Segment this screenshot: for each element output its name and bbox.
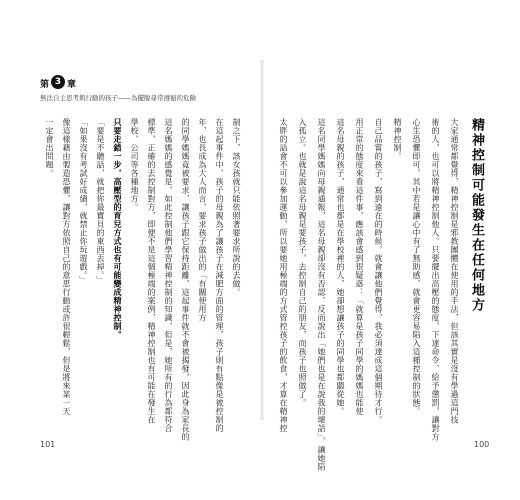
chapter-subtitle: 無法自主思考與行動的孩子——為擺脫尋常遵循的危險 (40, 94, 196, 102)
left-paragraph-line: 的同學媽媽竟被要求，讓孩子跟它保持距離，這起事件就不會被揭發，因此身為家長的 (181, 118, 190, 441)
left-paragraph-line: 學校、公司等各種地方。 (130, 118, 139, 212)
right-paragraph-line: 自己品嘗的孩子，寫到遠在的時候，就會讓他們覺得，我必須達成這個期待才行。 (374, 118, 383, 424)
right-page-title: 精神控制可能發生在任何地方 (469, 118, 484, 313)
left-paragraph-line: 標準，正確的去控制對方，即便不是這個極端的案例，精神控制也有可能在發生在 (147, 118, 156, 424)
right-paragraph-line: 大家通常都覺得，精神控制是邪教團體在使用的手法，但該其實是沒有學過這門技 (450, 118, 459, 424)
left-paragraph-line: 像這樣藉由製造恐懼，讓對方依照自己的意思行動或許很輕鬆，但是將來某一天 (62, 118, 71, 416)
chapter-prefix: 第 (40, 80, 50, 90)
right-paragraph-line: 術的人，也可以將精神控制他人。只要擺出高壓的態度，下達命令、給予懲罰，讓對方 (431, 118, 440, 441)
right-paragraph-line: 這名母親的孩子，通常也都是在學校裡的人，她卻想讓孩子的同學也都聽從她。 (336, 118, 345, 416)
left-paragraph-line: 這名媽媽的感覺是，如此控制他們學習精神控制的知識，但是，她所有的行為都符合 (164, 118, 173, 433)
page-number-right: 100 (474, 440, 490, 449)
left-paragraph-line: 「如果沒有考試好成績，就禁止你玩遊戲。」 (79, 118, 88, 284)
right-paragraph-line: 入孤立。也就是說這名母親是要孩子，去控制自己的朋友，而孩子也照做了。 (298, 118, 307, 407)
left-paragraph-line: 在這起事件中，孩子的母親為了讓孩子在減肥方面的管理，孩子則有點像是被控制的 (215, 118, 224, 433)
left-paragraph-line: 年，也長成為大人而言，要求孩子做出的「有關使用方 (198, 118, 207, 322)
left-subheading: 只要走錯一步，高壓型的育兒方式也有可能變成精神控制。 (113, 118, 122, 339)
left-paragraph-line: 制之下，該女孩就只能依照著要求所說的去做。 (232, 118, 241, 297)
left-paragraph-line: 「要是不聽話，就把你最寶貝的東西丟掉。」 (96, 118, 105, 284)
book-gutter (260, 60, 264, 420)
right-paragraph-line: 太胖的話會不可以參加運動，所以要她用極端的方式管控孩子的飲食，才算在精神控 (279, 118, 288, 433)
chapter-suffix: 章 (67, 80, 77, 90)
right-paragraph-line: 用正常的態度來看這件事，應該會感到很疑惑：「就算是孩子同學的媽媽也能使 (355, 118, 364, 416)
right-paragraph-line: 這名同學媽媽向母親通報，這名母親卻沒有否認，反而說出「她們也是在說我的壞話」，讓她陷 (317, 118, 326, 471)
page-number-left: 101 (40, 440, 56, 449)
right-paragraph-line: 精神控制。 (393, 118, 402, 161)
right-paragraph-line: 心生恐懼即可，其中若是讓心中有了無助感，就會更容易陷入這種控制的狀態。 (412, 118, 421, 416)
chapter-number-badge: 3 (51, 75, 65, 89)
left-paragraph-line: 一定會出問題。 (45, 118, 54, 178)
